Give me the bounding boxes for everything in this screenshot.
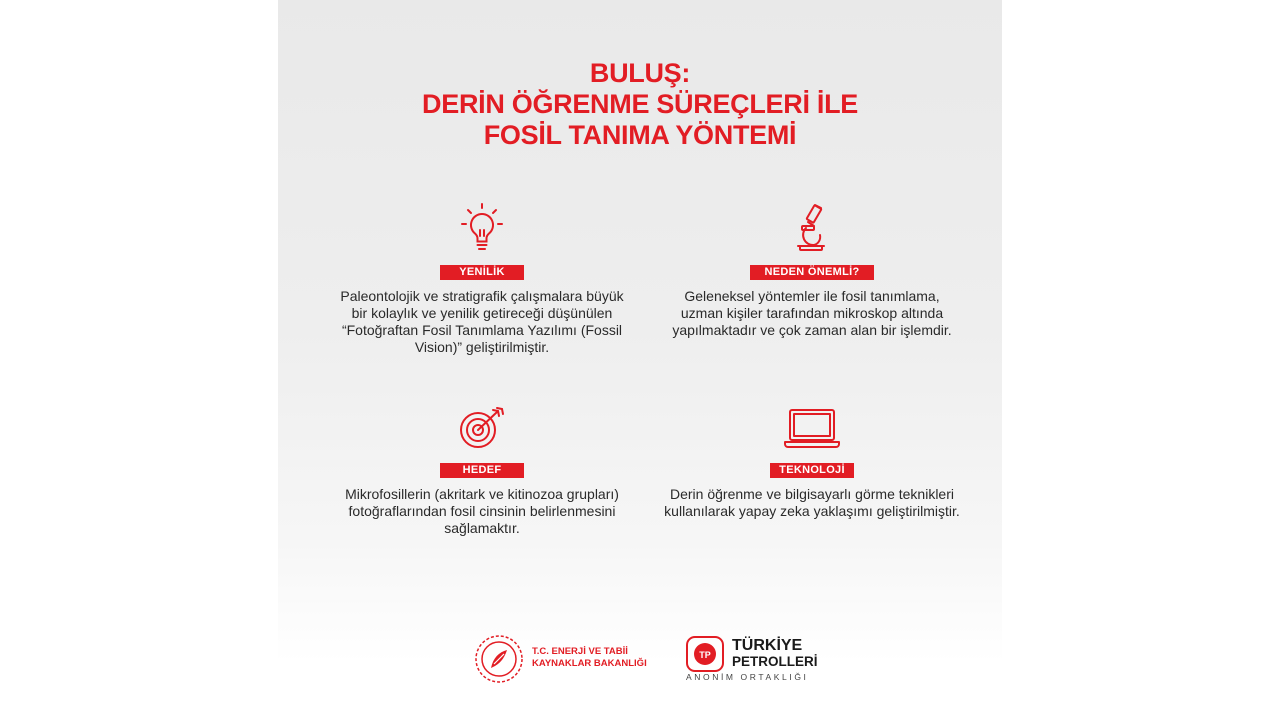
tpao-emblem-icon xyxy=(686,636,724,672)
label-hedef: HEDEF xyxy=(440,463,524,478)
section-teknoloji xyxy=(662,406,962,520)
tpao-name xyxy=(732,638,818,669)
text-neden-onemli: Geleneksel yöntemler ile fosil tanımlama, uzman kişiler tarafından mikroskop altında yapılmaktadır ve çok zaman alan bir işlemdir. xyxy=(672,288,952,338)
title-line-2: DERİN ÖĞRENME SÜREÇLERİ İLE xyxy=(422,89,858,119)
laptop-icon xyxy=(783,406,841,452)
ministry-name-line-1: T.C. ENERJİ VE TABİİ xyxy=(532,646,628,657)
text-teknoloji: Derin öğrenme ve bilgisayarlı görme teknikleri kullanılarak yapay zeka yaklaşımı geliştirilmiştir. xyxy=(664,486,960,519)
ministry-name xyxy=(532,646,647,670)
title-line-1: BULUŞ: xyxy=(589,58,691,88)
page-title xyxy=(278,58,1002,151)
ministry-emblem-icon xyxy=(474,634,524,684)
microscope-icon xyxy=(792,202,832,254)
tpao-name-line-2: PETROLLERİ xyxy=(732,654,818,669)
ministry-name-line-2: KAYNAKLAR BAKANLIĞI xyxy=(532,658,647,669)
section-hedef xyxy=(332,406,632,537)
label-neden-onemli: NEDEN ÖNEMLİ? xyxy=(750,265,874,280)
tpao-logo xyxy=(686,634,826,686)
label-yenilik: YENİLİK xyxy=(440,265,524,280)
label-teknoloji: TEKNOLOJİ xyxy=(770,463,854,478)
tpao-name-line-1: TÜRKİYE xyxy=(732,637,803,654)
text-hedef: Mikrofosillerin (akritark ve kitinozoa grupları) fotoğraflarından fosil cinsinin belirlenmesini sağlamaktır. xyxy=(345,486,619,536)
text-yenilik: Paleontolojik ve stratigrafik çalışmalara büyük bir kolaylık ve yenilik getireceği düşünülen “Fotoğraftan Fosil Tanımlama Yazılımı (Fossil Vision)” geliştirilmiştir. xyxy=(340,288,624,355)
target-icon xyxy=(457,406,507,452)
poster xyxy=(278,0,1002,720)
section-yenilik xyxy=(332,202,632,356)
section-neden-onemli xyxy=(662,202,962,339)
tpao-emblem-text: TP xyxy=(699,650,711,660)
title-line-3: FOSİL TANIMA YÖNTEMİ xyxy=(483,120,797,150)
ministry-logo xyxy=(474,634,646,686)
lightbulb-icon xyxy=(459,202,505,254)
tpao-subtitle: ANONİM ORTAKLIĞI xyxy=(686,672,809,682)
